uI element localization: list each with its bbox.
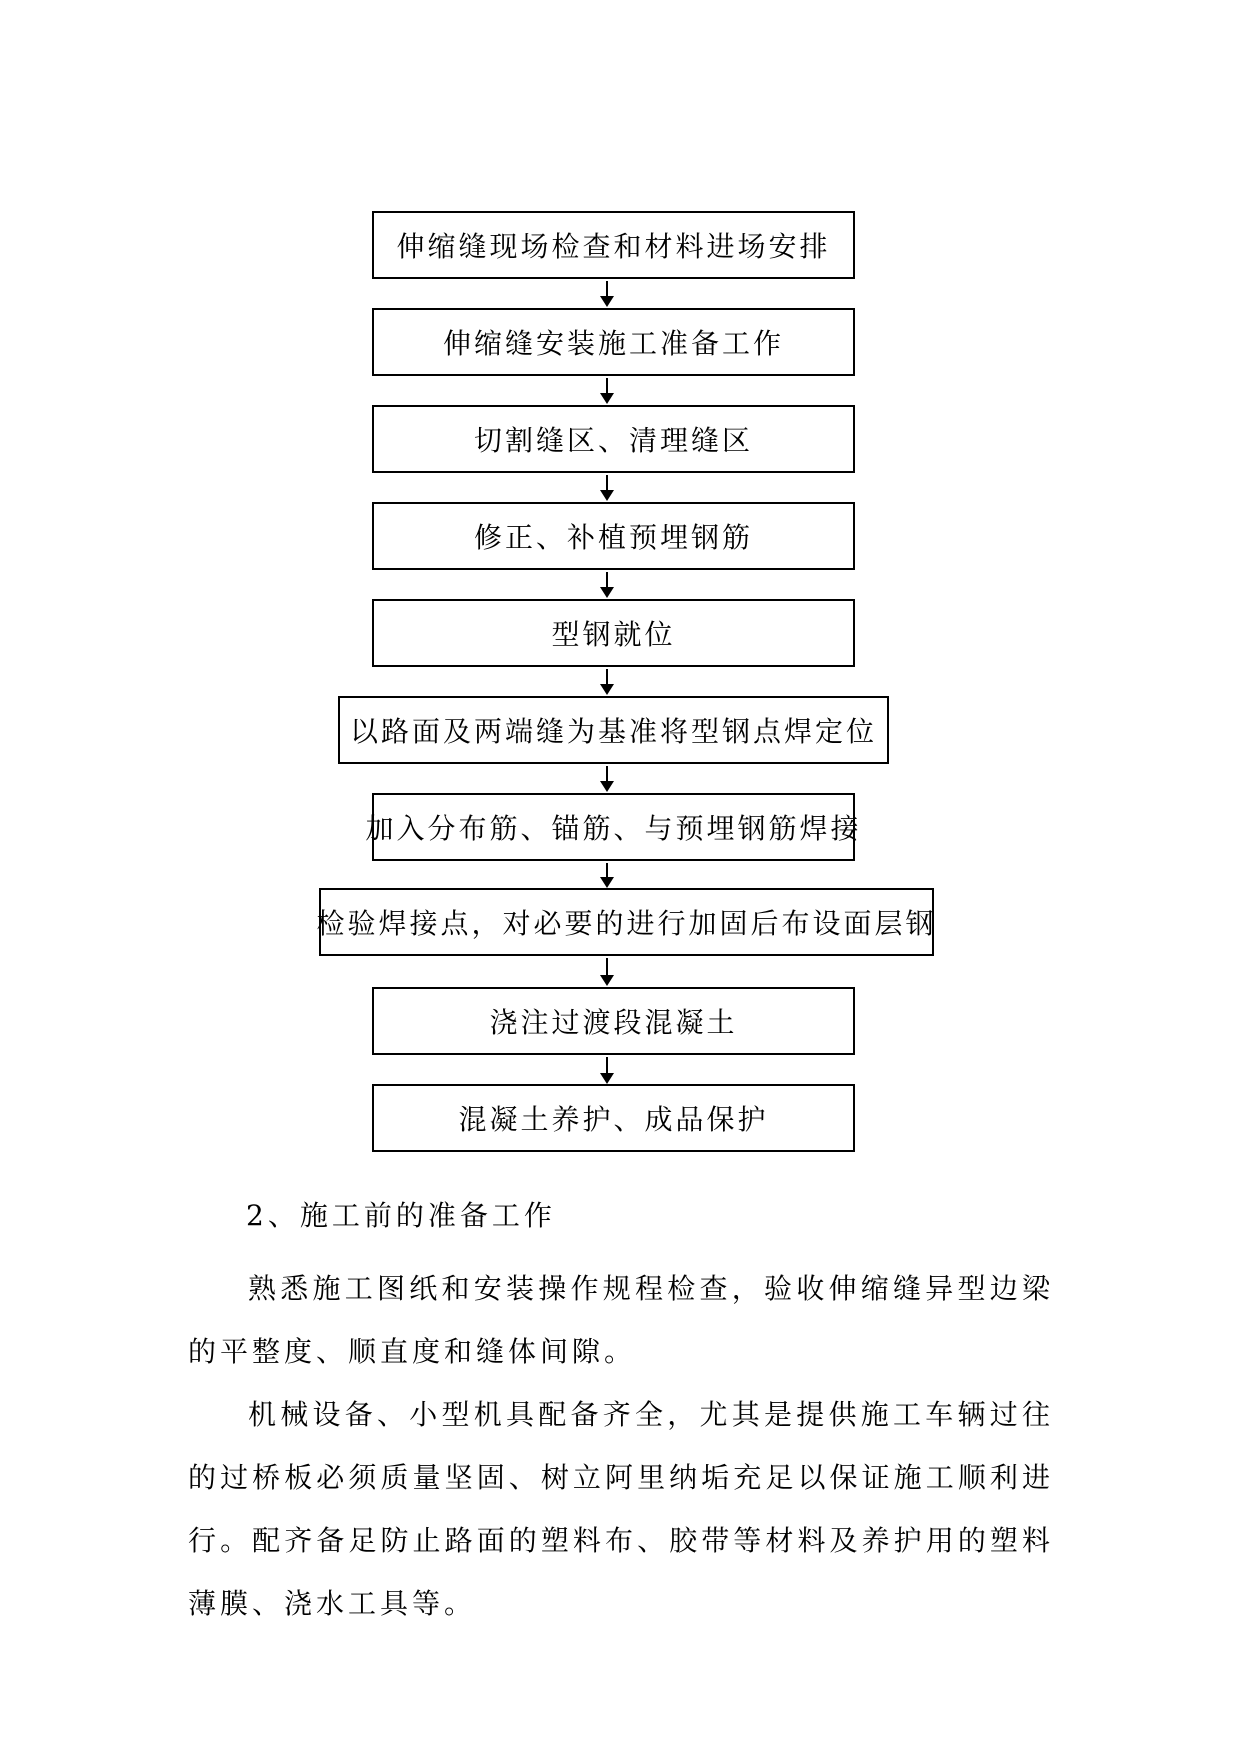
flow-step-7: 加入分布筋、锚筋、与预埋钢筋焊接 <box>372 793 855 861</box>
flow-arrow-1 <box>599 281 615 307</box>
flow-step-8: 检验焊接点，对必要的进行加固后布设面层钢 <box>319 888 934 956</box>
section-text <box>188 1184 1054 1635</box>
flow-arrow-9 <box>599 1057 615 1084</box>
paragraph-1: 熟悉施工图纸和安装操作规程检查，验收伸缩缝异型边梁的平整度、顺直度和缝体间隙。 <box>188 1272 1054 1368</box>
flow-step-10: 混凝土养护、成品保护 <box>372 1084 855 1152</box>
flow-arrow-7 <box>599 863 615 888</box>
flow-arrow-3 <box>599 475 615 501</box>
flow-step-4: 修正、补植预埋钢筋 <box>372 502 855 570</box>
flow-arrow-5 <box>599 669 615 695</box>
flow-arrow-8 <box>599 958 615 986</box>
flow-step-9: 浇注过渡段混凝土 <box>372 987 855 1055</box>
flow-step-2: 伸缩缝安装施工准备工作 <box>372 308 855 376</box>
flow-arrow-6 <box>599 766 615 792</box>
section-heading: 2、施工前的准备工作 <box>246 1199 556 1232</box>
flow-step-3: 切割缝区、清理缝区 <box>372 405 855 473</box>
flow-step-1: 伸缩缝现场检查和材料进场安排 <box>372 211 855 279</box>
flow-arrow-2 <box>599 378 615 404</box>
paragraph-2: 机械设备、小型机具配备齐全，尤其是提供施工车辆过往的过桥板必须质量坚固、树立阿里纳垢充足以保证施工顺利进行。配齐备足防止路面的塑料布、胶带等材料及养护用的塑料薄膜、浇水工具等。 <box>188 1398 1054 1620</box>
flow-step-5: 型钢就位 <box>372 599 855 667</box>
flow-arrow-4 <box>599 572 615 598</box>
flow-step-6: 以路面及两端缝为基准将型钢点焊定位 <box>338 696 889 764</box>
